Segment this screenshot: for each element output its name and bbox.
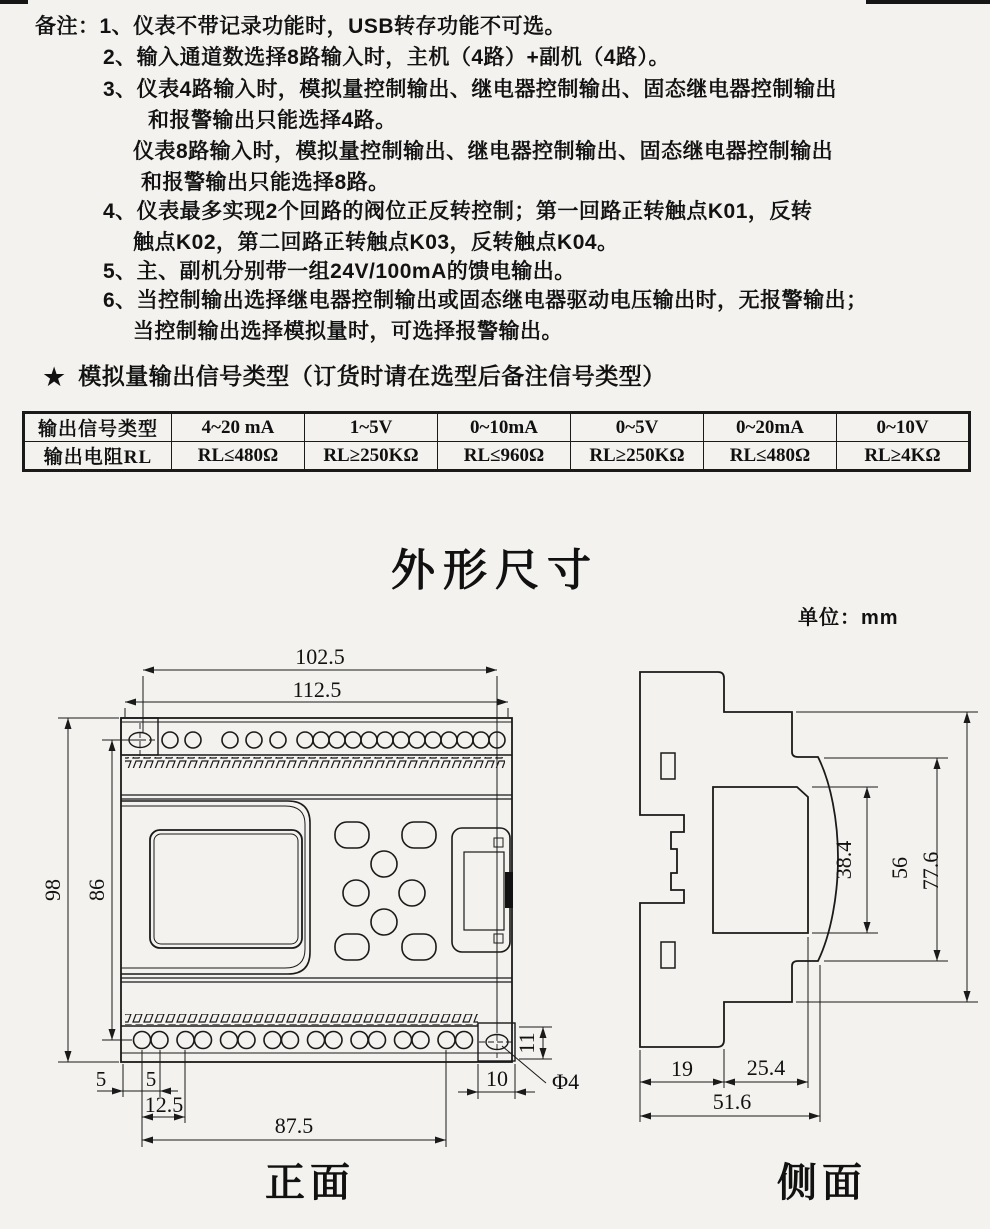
side-view-dim-labels: [671, 841, 943, 1205]
dim-label: 11: [514, 1032, 539, 1054]
dim-label: 38.4: [831, 840, 856, 880]
note-line: 2、输入通道数选择8路输入时，主机（4路）+副机（4路）。: [103, 46, 670, 69]
table-cell: RL≤960Ω: [438, 442, 571, 471]
table-cell: 0~10mA: [438, 413, 571, 442]
table-cell: 1~5V: [305, 413, 438, 442]
top-terminals: [162, 732, 505, 748]
table-cell: 0~20mA: [704, 413, 837, 442]
dim-label: 51.6: [712, 1089, 752, 1114]
table-cell: RL≥4KΩ: [837, 442, 970, 471]
dim-label: 19: [671, 1056, 693, 1081]
side-view-label: 侧面: [777, 1161, 867, 1205]
side-hole-bottom: [661, 942, 675, 968]
note-line: 当控制输出选择模拟量时，可选择报警输出。: [133, 320, 563, 343]
table-cell: RL≤480Ω: [172, 442, 305, 471]
note-line: 和报警输出只能选择8路。: [141, 171, 390, 194]
dim-label: 102.5: [295, 644, 345, 669]
dim-label: 86: [84, 879, 109, 901]
bottom-terminals: [134, 1032, 473, 1049]
table-row: [24, 413, 970, 442]
dim-label: 12.5: [144, 1092, 184, 1117]
keypad-button-up: [371, 851, 397, 877]
note-line: 6、当控制输出选择继电器控制输出或固态继电器驱动电压输出时，无报警输出；: [103, 289, 868, 312]
unit-label: 单位：mm: [798, 607, 899, 629]
table-header-resistance: 输出电阻RL: [24, 442, 172, 471]
table-cell: RL≥250KΩ: [571, 442, 704, 471]
display-window: [150, 830, 302, 948]
dim-label: 98: [40, 879, 65, 901]
note-line: 触点K02，第二回路正转触点K03，反转触点K04。: [133, 231, 619, 254]
dim-label-hole: Φ4: [552, 1069, 580, 1094]
keypad-button: [402, 934, 436, 960]
dim-label: 77.6: [918, 851, 943, 891]
keypad-button-right: [399, 880, 425, 906]
note-line: 备注：1、仪表不带记录功能时，USB转存功能不可选。: [35, 15, 567, 38]
front-view: [121, 718, 515, 1062]
dim-label: 87.5: [274, 1113, 314, 1138]
dim-label: 56: [887, 857, 912, 879]
vent-strip-bottom: [125, 1014, 478, 1025]
dim-label: 10: [486, 1066, 508, 1091]
dimension-drawing: [0, 630, 990, 1210]
note-line: 4、仪表最多实现2个回路的阀位正反转控制；第一回路正转触点K01，反转: [103, 200, 813, 223]
front-view-label: 正面: [265, 1161, 355, 1205]
table-cell: RL≤480Ω: [704, 442, 837, 471]
vent-strip-top: [125, 757, 505, 768]
table-row: [24, 442, 970, 471]
dim-label: 25.4: [746, 1055, 786, 1080]
dim-label: 5: [95, 1067, 107, 1091]
side-hole-top: [661, 753, 675, 779]
usb-port: [452, 828, 513, 952]
top-edge-bar-right: [866, 0, 990, 4]
top-edge-bar-left: [0, 0, 28, 4]
star-note: [42, 358, 666, 393]
note-line: 和报警输出只能选择4路。: [148, 109, 397, 132]
table-cell: RL≥250KΩ: [305, 442, 438, 471]
dim-label: 5: [145, 1067, 157, 1091]
dim-label: 112.5: [292, 677, 342, 702]
table-cell: 0~5V: [571, 413, 704, 442]
table-cell: 4~20 mA: [172, 413, 305, 442]
mount-ear-top: [121, 718, 158, 755]
note-line: 3、仪表4路输入时，模拟量控制输出、继电器控制输出、固态继电器控制输出: [103, 78, 837, 101]
keypad-button: [335, 822, 369, 848]
drawing-title: 外形尺寸: [391, 546, 599, 595]
keypad-button-down: [371, 909, 397, 935]
star-note-text: 模拟量输出信号类型（订货时请在选型后备注信号类型）: [78, 363, 666, 389]
keypad-button: [402, 822, 436, 848]
side-front-panel: [713, 787, 808, 933]
table-cell: 0~10V: [837, 413, 970, 442]
keypad-button: [335, 934, 369, 960]
table-header-signal-type: 输出信号类型: [24, 413, 172, 442]
note-line: 仪表8路输入时，模拟量控制输出、继电器控制输出、固态继电器控制输出: [133, 140, 834, 163]
keypad: [335, 822, 436, 960]
note-line: 5、主、副机分别带一组24V/100mA的馈电输出。: [103, 260, 576, 283]
keypad-button-left: [343, 880, 369, 906]
star-icon: ★: [42, 362, 67, 392]
signal-table: [22, 411, 971, 472]
